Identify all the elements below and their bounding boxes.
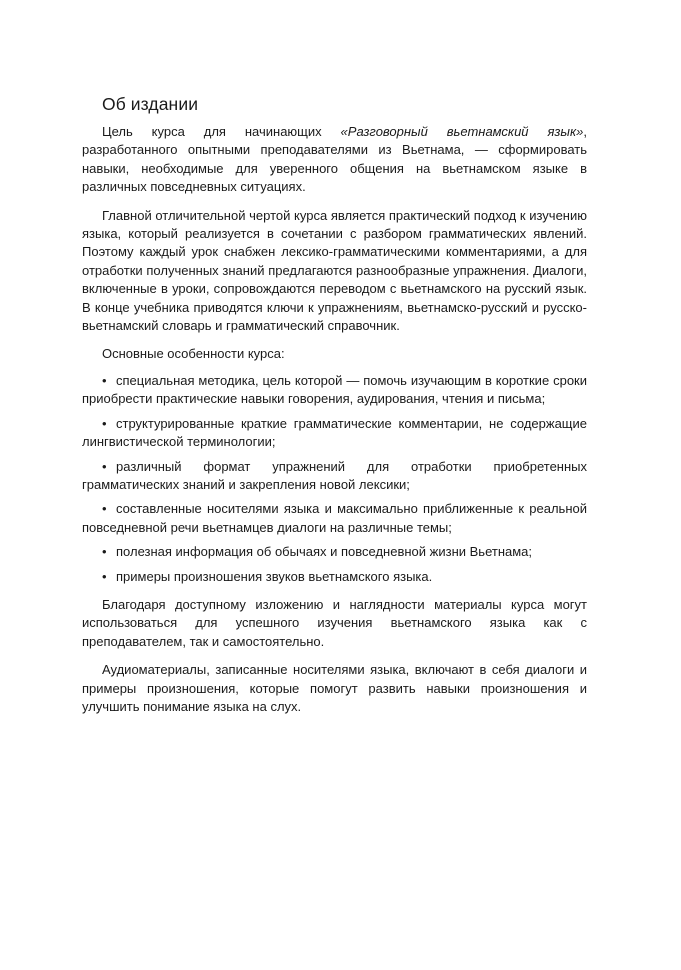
list-item bbox=[82, 415, 587, 452]
course-title-italic: «Разговорный вьетнамский язык» bbox=[340, 124, 584, 139]
list-item-text: примеры произношения звуков вьетнамского языка. bbox=[116, 568, 433, 584]
list-item-text: различный формат упражнений для отработки приобретенных грамматических знаний и закрепления новой лексики; bbox=[82, 458, 587, 492]
paragraph-features-intro: Основные особенности курса: bbox=[102, 346, 285, 362]
list-item bbox=[82, 500, 587, 537]
paragraph-usage: Благодаря доступному изложению и наглядности материалы курса могут использоваться для успешного изучения вьетнамского языка как с преподавателем, так и самостоятельно. bbox=[82, 596, 587, 649]
page-title: Об издании bbox=[102, 94, 199, 114]
page-content bbox=[82, 93, 587, 726]
intro-text-before: Цель курса для начинающих bbox=[102, 124, 341, 139]
list-item-text: специальная методика, цель которой — помочь изучающим в короткие сроки приобрести практические навыки говорения, аудирования, чтения и письма; bbox=[82, 372, 587, 407]
list-item-text: составленные носителями языка и максимально приближенные к реальной повседневной речи вьетнамцев диалоги на различные темы; bbox=[82, 501, 587, 535]
list-item bbox=[82, 568, 587, 586]
bullet-icon: • bbox=[102, 544, 107, 560]
intro-paragraph bbox=[82, 123, 587, 197]
paragraph-audio: Аудиоматериалы, записанные носителями языка, включают в себя диалоги и примеры произношения, которые помогут развить навыки произношения и улучшить понимание языка на слух. bbox=[82, 662, 587, 714]
bullet-icon: • bbox=[102, 372, 107, 388]
intro-text-after: , разработанного опытными преподавателями из Вьетнама, — сформировать навыки, необходимые для уверенного общения на вьетнамском языке в различных повседневных ситуациях. bbox=[82, 124, 587, 195]
list-item-text: структурированные краткие грамматические комментарии, не содержащие лингвистической терминологии; bbox=[82, 415, 587, 450]
bullet-icon: • bbox=[102, 568, 107, 584]
list-item bbox=[82, 458, 587, 495]
list-item bbox=[82, 372, 587, 409]
bullet-icon: • bbox=[102, 501, 107, 517]
list-item bbox=[82, 543, 587, 561]
list-item-text: полезная информация об обычаях и повседневной жизни Вьетнама; bbox=[116, 544, 533, 560]
features-list bbox=[82, 372, 587, 586]
bullet-icon: • bbox=[102, 458, 107, 474]
paragraph-approach: Главной отличительной чертой курса является практический подход к изучению языка, который реализуется в сочетании с разбором грамматических явлений. Поэтому каждый урок снабжен лексико-грамматическими комментариями, а для отработки полученных знаний предлагаются разнообразные упражнения. Диалоги, включенные в уроки, сопровождаются переводом с вьетнамского на русский язык. В конце учебника приводятся ключи к упражнениям, вьетнамско-русский и русско-вьетнамский словарь и грамматический справочник. bbox=[82, 207, 587, 334]
bullet-icon: • bbox=[102, 415, 107, 431]
